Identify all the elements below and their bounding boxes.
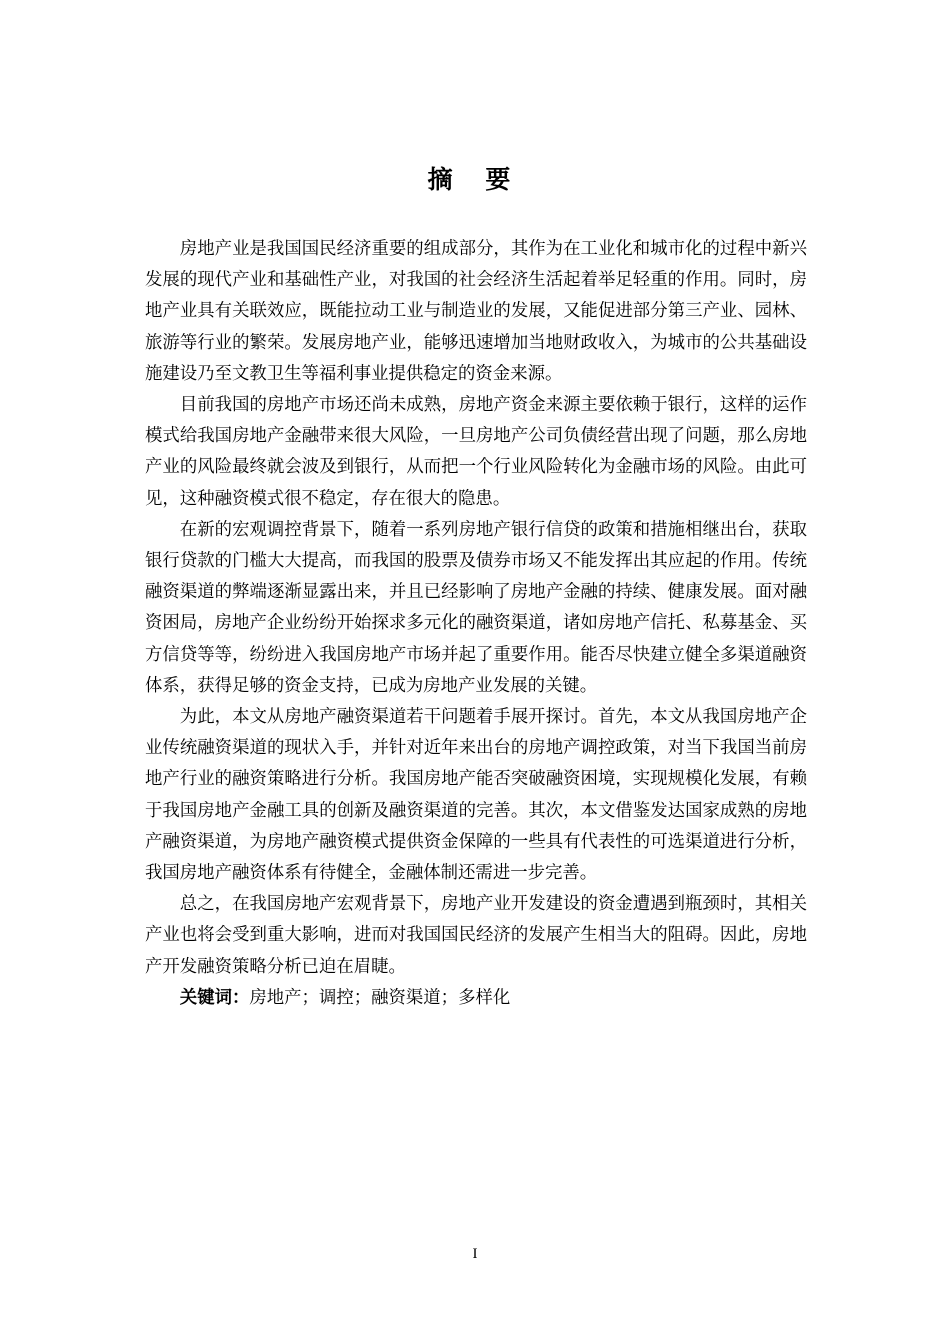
keywords-line — [145, 983, 807, 1014]
paragraph-4: 为此，本文从房地产融资渠道若干问题着手展开探讨。首先，本文从我国房地产企业传统融资渠道的现状入手，并针对近年来出台的房地产调控政策，对当下我国当前房地产行业的融资策略进行分析。我国房地产能否突破融资困境，实现规模化发展，有赖于我国房地产金融工具的创新及融资渠道的完善。其次，本文借鉴发达国家成熟的房地产融资渠道，为房地产融资模式提供资金保障的一些具有代表性的可选渠道进行分析，我国房地产融资体系有待健全，金融体制还需进一步完善。 — [145, 707, 807, 884]
abstract-body — [145, 234, 807, 1014]
paragraph-1: 房地产业是我国国民经济重要的组成部分，其作为在工业化和城市化的过程中新兴发展的现代产业和基础性产业，对我国的社会经济生活起着举足轻重的作用。同时，房地产业具有关联效应，既能拉动工业与制造业的发展，又能促进部分第三产业、园林、旅游等行业的繁荣。发展房地产业，能够迅速增加当地财政收入，为城市的公共基础设施建设乃至文教卫生等福利事业提供稳定的资金来源。 — [145, 239, 807, 384]
keywords-label: 关键词： — [179, 987, 250, 1008]
page-number: I — [472, 1246, 478, 1262]
paragraph-3: 在新的宏观调控背景下，随着一系列房地产银行信贷的政策和措施相继出台，获取银行贷款的门槛大大提高，而我国的股票及债券市场又不能发挥出其应起的作用。传统融资渠道的弊端逐渐显露出来，并且已经影响了房地产金融的持续、健康发展。面对融资困局，房地产企业纷纷开始探求多元化的融资渠道，诸如房地产信托、私募基金、买方信贷等等，纷纷进入我国房地产市场并起了重要作用。能否尽快建立健全多渠道融资体系，获得足够的资金支持，已成为房地产业发展的关键。 — [145, 519, 807, 696]
paragraph-2: 目前我国的房地产市场还尚未成熟，房地产资金来源主要依赖于银行，这样的运作模式给我国房地产金融带来很大风险，一旦房地产公司负债经营出现了问题，那么房地产业的风险最终就会波及到银行，从而把一个行业风险转化为金融市场的风险。由此可见，这种融资模式很不稳定，存在很大的隐患。 — [145, 395, 807, 509]
keywords-value: 房地产；调控；融资渠道；多样化 — [249, 987, 511, 1008]
paragraph-5: 总之，在我国房地产宏观背景下，房地产业开发建设的资金遭遇到瓶颈时，其相关产业也将会受到重大影响，进而对我国国民经济的发展产生相当大的阻碍。因此，房地产开发融资策略分析已迫在眉睫。 — [145, 894, 807, 977]
page-title: 摘 要 — [427, 165, 523, 194]
